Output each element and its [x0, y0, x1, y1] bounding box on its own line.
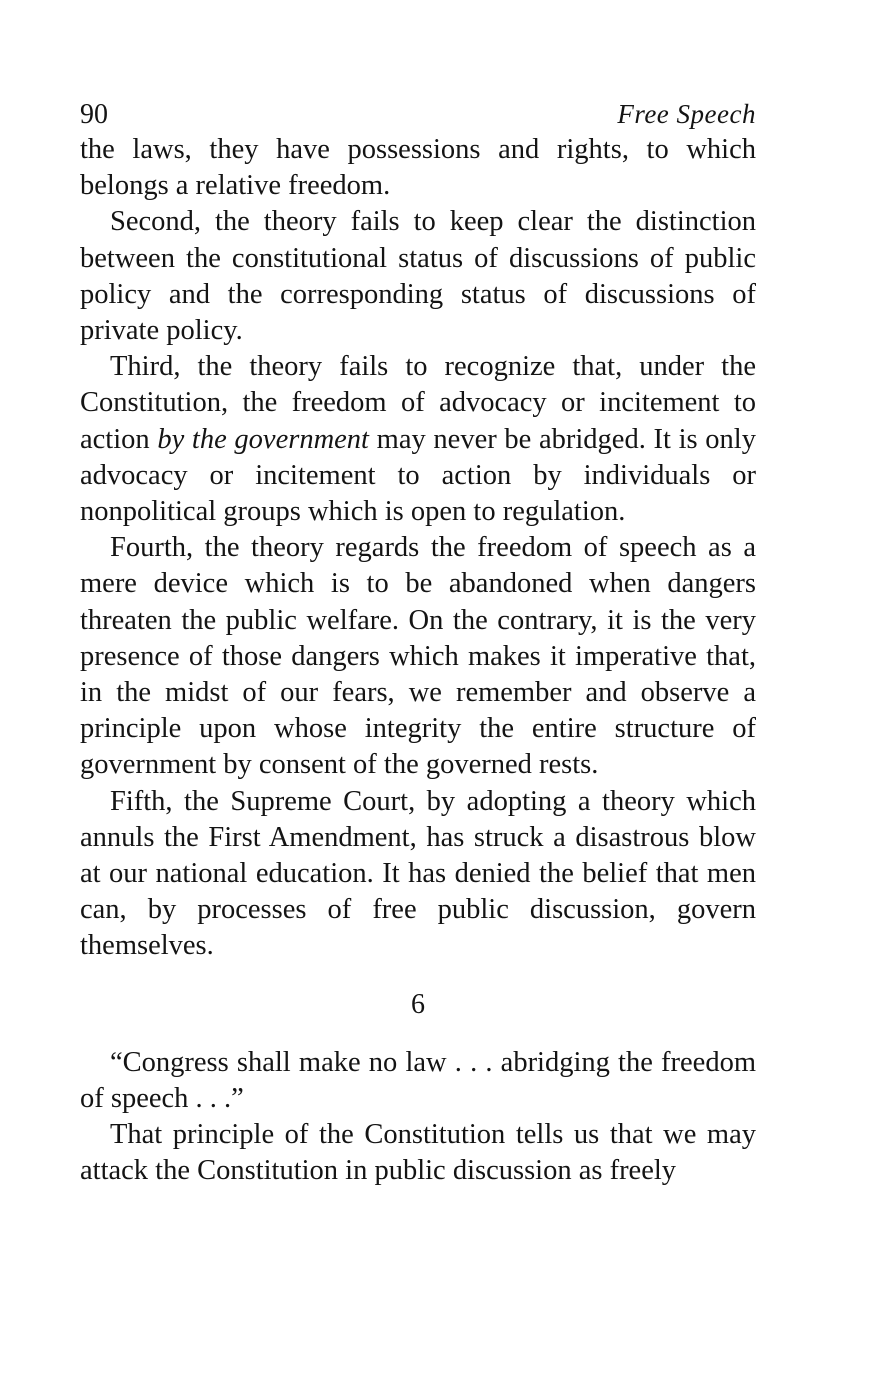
page-number: 90 — [80, 99, 108, 130]
paragraph-fourth-point: Fourth, the theory regards the freedom of speech as a mere device which is to be abandoned when dangers threaten the public welfare. On the contrary, it is the very presence of those dangers which makes it imperative that, in the midst of our fears, we remember and observe a principle upon whose integrity the entire structure of government by consent of the governed rests. — [80, 532, 756, 781]
third-point-text-end: may never be abridged. It is only advocacy or incitement to action by individuals or nonpolitical groups which is open to regulation. — [80, 423, 756, 528]
section-number: 6 — [411, 988, 425, 1020]
paragraph-fifth-point: Fifth, the Supreme Court, by adopting a theory which annuls the First Amendment, has struck a disastrous blow at our national education. It has denied the belief that men can, by processes of free public discussion, govern themselves. — [80, 785, 756, 962]
paragraph-third-point — [80, 349, 756, 530]
paragraph-second-point: Second, the theory fails to keep clear the distinction between the constitutional status of discussions of public policy and the corresponding status of discussions of private policy. — [80, 206, 756, 347]
paragraph-continuation: the laws, they have possessions and rights, to which belongs a relative freedom. — [80, 134, 756, 202]
paragraph-constitution-principle: That principle of the Constitution tells us that we may attack the Constitution in public discussion as freely — [80, 1119, 756, 1187]
paragraph-quotation: “Congress shall make no law . . . abridging the freedom of speech . . .” — [80, 1046, 756, 1114]
body-text — [80, 132, 756, 1189]
running-head — [80, 96, 756, 132]
running-title: Free Speech — [617, 99, 756, 129]
third-point-emphasis: by the government — [157, 423, 369, 455]
book-page — [80, 96, 756, 1189]
third-point-text-start: Third, the theory fails to recognize that, under the Constitution, the freedom of advocacy or incitement to action — [80, 351, 756, 455]
